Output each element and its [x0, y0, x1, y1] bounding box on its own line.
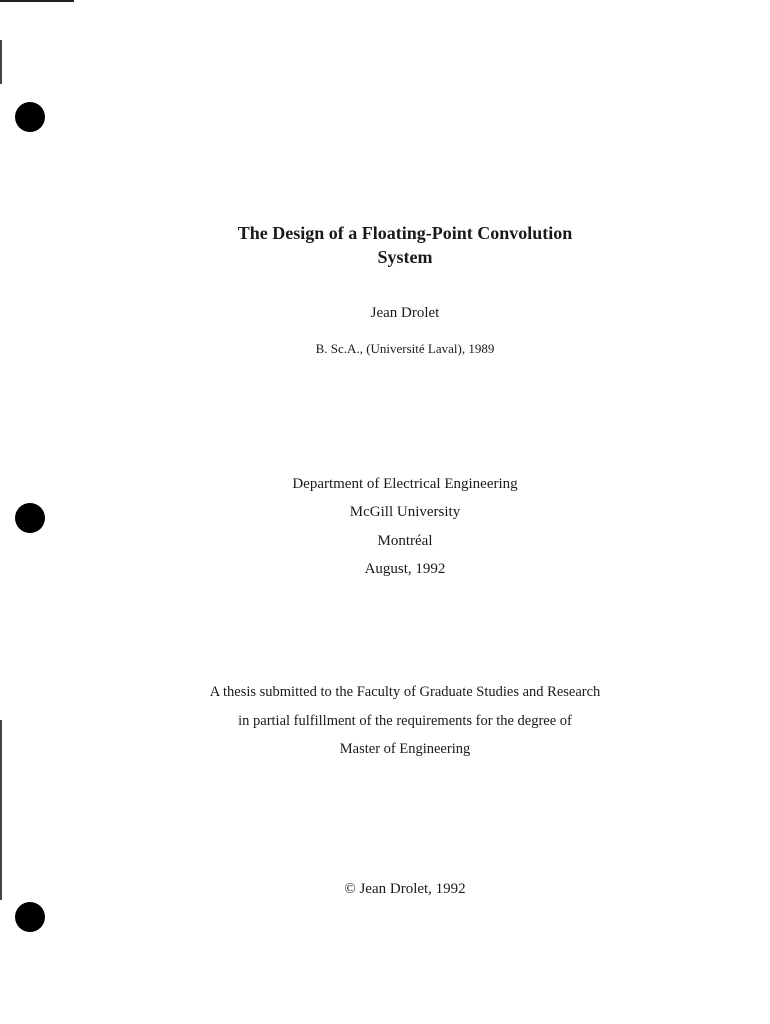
title-line-1: The Design of a Floating-Point Convolution: [237, 223, 573, 243]
author-name: Jean Drolet: [370, 305, 440, 321]
submission-date: August, 1992: [364, 561, 446, 577]
punch-hole: [15, 902, 45, 932]
thesis-statement-line-1: A thesis submitted to the Faculty of Graduate Studies and Research: [209, 684, 601, 700]
scan-top-rule: [0, 0, 74, 2]
copyright-notice: © Jean Drolet, 1992: [344, 881, 466, 897]
university: McGill University: [349, 504, 461, 520]
thesis-statement-line-3: Master of Engineering: [339, 741, 471, 757]
scan-left-edge: [0, 40, 2, 84]
department: Department of Electrical Engineering: [292, 476, 518, 492]
title-line-2: System: [377, 247, 433, 267]
punch-hole: [15, 102, 45, 132]
thesis-statement-line-2: in partial fulfillment of the requirements for the degree of: [238, 713, 572, 729]
scan-left-edge: [0, 720, 2, 900]
city: Montréal: [377, 533, 433, 549]
prior-degree: B. Sc.A., (Université Laval), 1989: [315, 341, 495, 356]
